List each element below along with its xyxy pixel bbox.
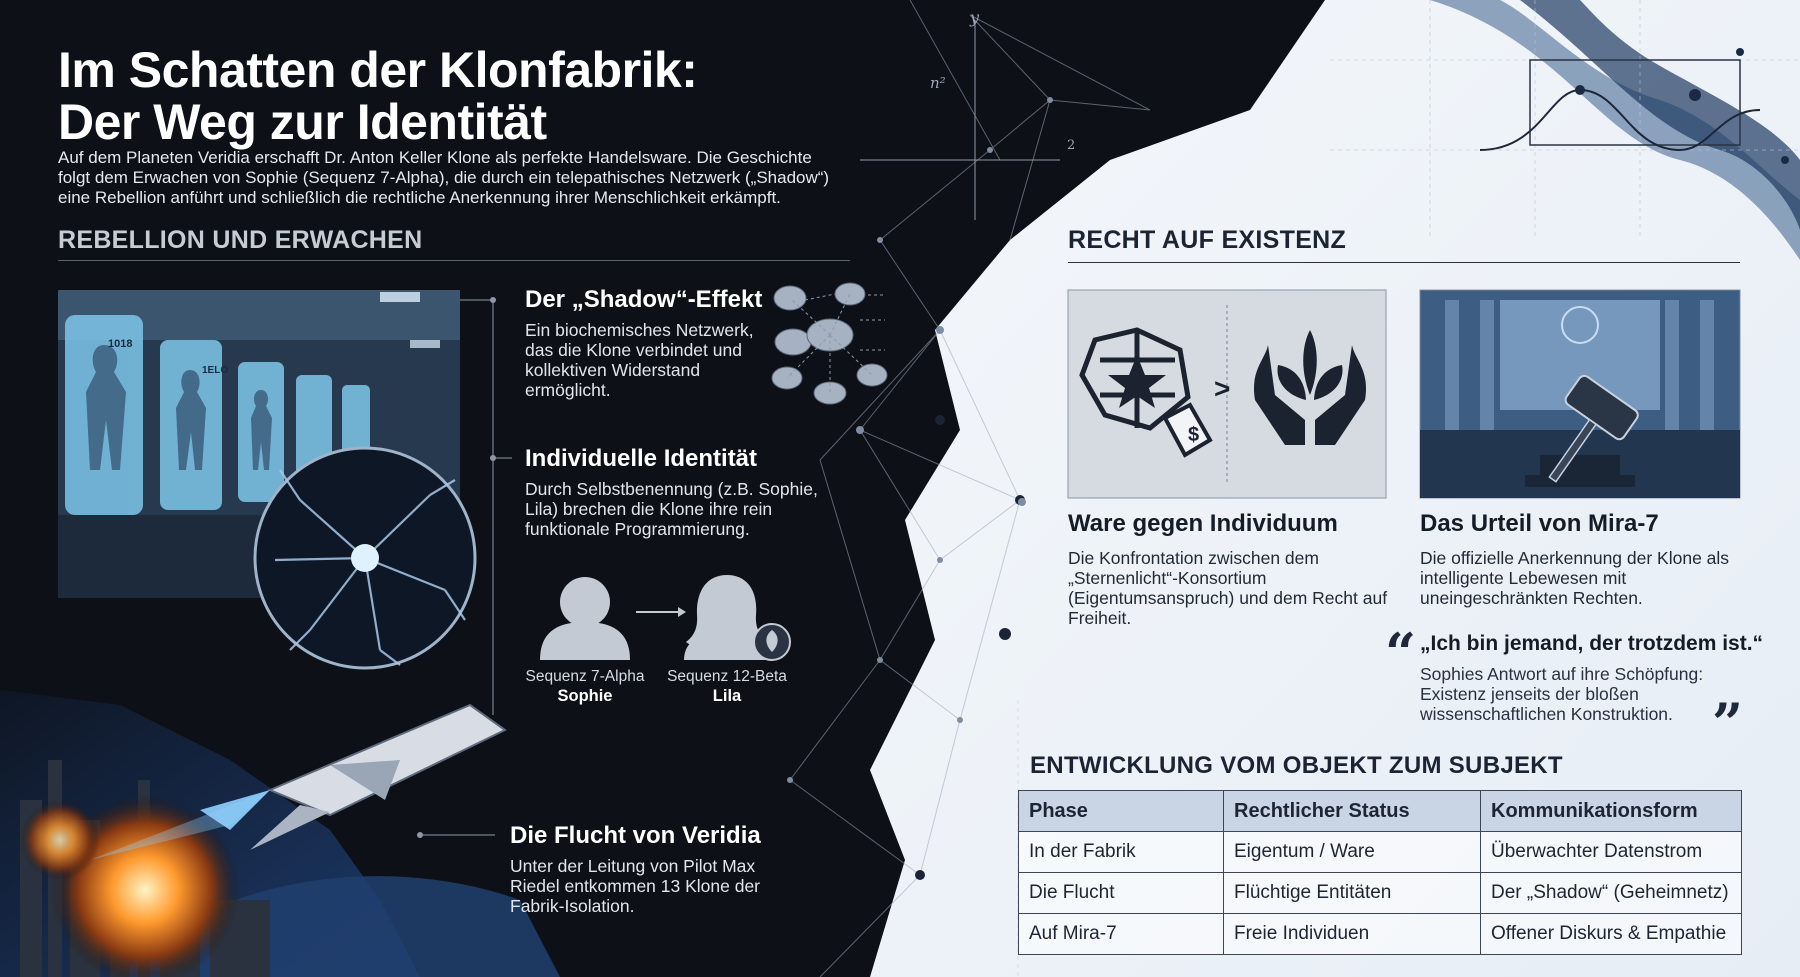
table-header-row bbox=[1019, 791, 1742, 832]
title-line-1: Im Schatten der Klonfabrik: bbox=[58, 42, 698, 98]
tube-label-2: 1ELO bbox=[202, 365, 229, 376]
item-text: Ein biochemisches Netzwerk, das die Klone verbindet und kollektiven Widerstand ermöglicht. bbox=[525, 320, 754, 400]
left-section-divider bbox=[58, 260, 850, 261]
card-text: Die offizielle Anerkennung der Klone als intelligente Lebewesen mit uneingeschränkten Rechten. bbox=[1420, 548, 1730, 608]
card-title: Ware gegen Individuum bbox=[1068, 510, 1338, 537]
intro-text: Auf dem Planeten Veridia erschafft Dr. Anton Keller Klone als perfekte Handelsware. Die Geschichte folgt dem Erwachen von Sophie (Sequenz 7-Alpha), die durch ein telepathisches Netzwerk („Shadow“) eine Rebellion anführt und schließlich die rechtliche Anerkennung ihrer Menschlichkeit erkämpft. bbox=[58, 148, 830, 207]
quote-subtext: Sophies Antwort auf ihre Schöpfung: Existenz jenseits der bloßen wissenschaftlichen Konstruktion. bbox=[1420, 664, 1704, 724]
quote-close-icon: ” bbox=[1712, 691, 1744, 755]
two-label: 2 bbox=[1067, 138, 1076, 153]
right-section-divider bbox=[1068, 262, 1740, 263]
item-title: Der „Shadow“-Effekt bbox=[525, 286, 763, 313]
table-cell: Flüchtige Entitäten bbox=[1224, 873, 1481, 914]
table-cell: Überwachter Datenstrom bbox=[1481, 832, 1742, 873]
table-header: Phase bbox=[1019, 791, 1224, 832]
page-title bbox=[58, 44, 878, 148]
item-text: Unter der Leitung von Pilot Max Riedel entkommen 13 Klone der Fabrik-Isolation. bbox=[510, 856, 761, 916]
table-cell: Freie Individuen bbox=[1224, 914, 1481, 955]
table-row bbox=[1019, 873, 1742, 914]
table-row bbox=[1019, 832, 1742, 873]
tube-label-1: 1018 bbox=[108, 338, 133, 350]
avatar-sophie-sequence: Sequenz 7-Alpha bbox=[525, 668, 645, 685]
item-shadow-effect bbox=[525, 286, 765, 400]
card-ware-vs-individual bbox=[1068, 510, 1388, 628]
svg-text:>: > bbox=[1214, 373, 1231, 404]
axis-y-label: y bbox=[970, 8, 980, 27]
n-squared-label: n² bbox=[930, 74, 946, 92]
avatar-sophie-name: Sophie bbox=[557, 687, 613, 705]
item-identity bbox=[525, 445, 835, 539]
title-line-2: Der Weg zur Identität bbox=[58, 94, 547, 150]
table-row bbox=[1019, 914, 1742, 955]
quote-text: „Ich bin jemand, der trotzdem ist.“ bbox=[1420, 632, 1764, 655]
item-text: Durch Selbstbenennung (z.B. Sophie, Lila) brechen die Klone ihre rein funktionale Programmierung. bbox=[525, 479, 818, 539]
card-mira7-verdict bbox=[1420, 510, 1740, 608]
svg-text:$: $ bbox=[1188, 424, 1200, 446]
table-heading: ENTWICKLUNG VOM OBJEKT ZUM SUBJEKT bbox=[1030, 752, 1563, 779]
card-text: Die Konfrontation zwischen dem „Sternenlicht“-Konsortium (Eigentumsanspruch) und dem Recht auf Freiheit. bbox=[1068, 548, 1388, 628]
table-cell: Auf Mira-7 bbox=[1019, 914, 1224, 955]
quote-open-icon: “ bbox=[1385, 621, 1417, 685]
left-section-heading: REBELLION UND ERWACHEN bbox=[58, 226, 423, 254]
item-title: Individuelle Identität bbox=[525, 445, 758, 472]
table-cell: Offener Diskurs & Empathie bbox=[1481, 914, 1742, 955]
avatar-lila-name: Lila bbox=[712, 687, 742, 705]
phase-table-wrap bbox=[1018, 790, 1742, 955]
phase-table bbox=[1018, 790, 1742, 955]
item-title: Die Flucht von Veridia bbox=[510, 822, 761, 849]
table-header: Rechtlicher Status bbox=[1224, 791, 1481, 832]
card-title: Das Urteil von Mira-7 bbox=[1420, 510, 1659, 537]
table-cell: Eigentum / Ware bbox=[1224, 832, 1481, 873]
avatar-lila-sequence: Sequenz 12-Beta bbox=[667, 668, 787, 685]
table-cell: Die Flucht bbox=[1019, 873, 1224, 914]
table-header: Kommunikationsform bbox=[1481, 791, 1742, 832]
table-cell: In der Fabrik bbox=[1019, 832, 1224, 873]
item-escape bbox=[510, 822, 780, 916]
table-cell: Der „Shadow“ (Geheimnetz) bbox=[1481, 873, 1742, 914]
right-section-heading: RECHT AUF EXISTENZ bbox=[1068, 226, 1347, 254]
